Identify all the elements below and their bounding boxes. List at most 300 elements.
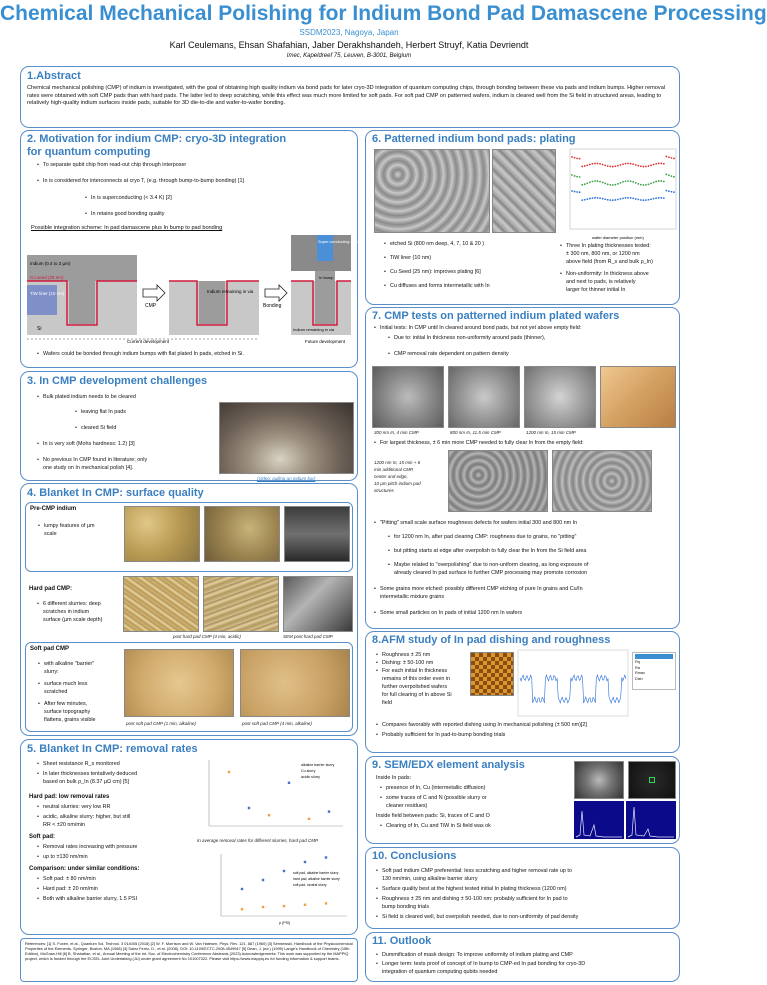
thickness-point <box>632 181 634 183</box>
hard-pad-rr-chart <box>197 756 347 836</box>
abstract-heading: 1.Abstract <box>27 70 81 82</box>
thickness-point <box>612 184 614 186</box>
thickness-point <box>594 163 596 165</box>
blanket-quality-panel <box>20 483 358 736</box>
cmp-1200nm-image <box>524 366 596 428</box>
conference: SSDM2023, Nagoya, Japan <box>299 28 399 37</box>
soft-pad-heading: Soft pad CMP <box>30 646 69 652</box>
thickness-point <box>581 184 583 186</box>
thickness-point <box>653 182 655 184</box>
thickness-point <box>655 181 657 183</box>
thickness-point <box>620 182 622 184</box>
thickness-point <box>597 180 599 182</box>
thickness-point <box>653 198 655 200</box>
legend-entry: hard pad, alkaline barrier slurry <box>293 877 340 881</box>
thickness-point <box>609 166 611 168</box>
pre-cmp-micrograph-1 <box>124 506 200 562</box>
soft-pad-caption-2: post soft pad CMP (4 min, alkaline) <box>242 721 312 726</box>
future-dev-label: Future development <box>305 339 346 344</box>
challenges-bullet-cont: one study on In mechanical polish [4]. <box>43 465 134 471</box>
thickness-point <box>637 183 639 185</box>
thickness-point <box>625 163 627 165</box>
removal-bullet: • acidic, alkaline slurry: higher, but still <box>43 814 130 821</box>
outlook-bullet: • Dummification of mask design: To improve uniformity of indium plating and CMP <box>382 952 573 959</box>
thickness-point <box>627 163 629 165</box>
plating-panel <box>365 130 680 305</box>
outlook-panel <box>365 932 680 982</box>
comparison-bullet: • Hard pad: ± 20 nm/min <box>43 886 98 893</box>
thickness-point <box>586 164 588 166</box>
rr-point <box>288 782 290 784</box>
thickness-point <box>650 198 652 200</box>
abstract-panel <box>20 66 680 128</box>
thickness-point <box>607 183 609 185</box>
motivation-heading-2: for quantum computing <box>27 146 151 158</box>
sem-image-1 <box>574 761 624 799</box>
rr-point <box>262 879 264 881</box>
conclusion-bullet-cont: 130 nm/min, using alkaline barrier slurry <box>382 876 478 882</box>
thickness-point <box>648 183 650 185</box>
plating-heading: 6. Patterned indium bond pads: plating <box>372 133 576 145</box>
rr-point <box>228 771 230 773</box>
bump-label: In bump <box>319 275 334 280</box>
edx-spectrum-chart <box>574 801 676 839</box>
removal-heading: 5. Blanket In CMP: removal rates <box>27 743 198 755</box>
thickness-point <box>643 166 645 168</box>
rr-point <box>241 908 243 910</box>
cmp-bullet: • but pitting starts at edge after overpolish to fully clear the In from the Si field area <box>394 548 586 555</box>
outlook-heading: 11. Outlook <box>372 935 432 947</box>
removal-bullet: • In later thicknesses tentatively deduced <box>43 771 137 778</box>
indium-remaining-label: Indium remaining in via <box>207 289 254 294</box>
cmp-bullet: • "Pitting" small scale surface roughness defects for wafers initial 300 and 800 nm In <box>380 520 577 527</box>
thickness-point <box>617 199 619 201</box>
rr-point <box>283 905 285 907</box>
motivation-panel <box>20 130 358 368</box>
challenges-bullet: • In is very soft (Mohs hardness: 1.2) [3] <box>43 441 135 448</box>
thickness-point <box>673 191 675 193</box>
thickness-point <box>602 198 604 200</box>
indium-remaining-label-2: Indium remaining in via <box>293 327 335 332</box>
thickness-point <box>673 176 675 178</box>
thickness-point <box>574 191 576 193</box>
chart-xlabel: p (PSI) <box>279 921 291 925</box>
comparison-bullet: • Soft pad: ± 80 nm/min <box>43 876 96 883</box>
cmp-bullet: • Maybe related to "overpolishing" due to non-uniform clearing, as long exposure of <box>394 562 588 569</box>
thickness-point <box>673 158 675 160</box>
thickness-point <box>645 184 647 186</box>
motivation-bullet: • In retains good bonding quality <box>91 211 164 218</box>
cmp-bullet: • for 1200 nm In, after pad clearing CMP: roughness due to grains, no "pitting" <box>394 534 576 541</box>
sem-bullet: • Clearing of In, Cu and TiW in Si field was ok <box>386 823 491 830</box>
integration-scheme-label: Possible integration scheme: In pad damascene plus In bump to pad bonding <box>31 225 223 231</box>
hard-pad-bullet-cont: surface (µm scale depth) <box>43 617 103 623</box>
thickness-point <box>586 182 588 184</box>
side-caption: min additional CMP, <box>374 467 414 472</box>
afm-stats-table <box>632 652 676 690</box>
thickness-point <box>579 158 581 160</box>
plating-bullet: • Non-uniformity: In thickness above <box>566 271 649 278</box>
cmp-center-image <box>448 450 548 512</box>
thickness-point <box>653 164 655 166</box>
thickness-point <box>668 156 670 158</box>
side-caption: 1200 nm In, 15 min + 6 <box>374 460 421 465</box>
thickness-point <box>576 157 578 159</box>
soft-pad-box <box>25 642 353 732</box>
cmp-bullet-cont: already cleared In pad surface to further CMP processing may promote corrosion <box>394 570 588 576</box>
plating-bullet: • Three In plating thicknesses tested: <box>566 243 651 250</box>
soft-pad-bullet-cont: surface topography <box>44 709 91 715</box>
bonding-arrow-icon <box>265 285 287 301</box>
motivation-bullet: • In is superconducting (< 3.4 K) [2] <box>91 195 172 202</box>
thickness-point <box>614 165 616 167</box>
cmp-bullet-cont: intermetallic mixture grains <box>380 594 445 600</box>
legend-indium: Indium (0.4 to 3 µm) <box>30 261 71 266</box>
thickness-point <box>671 191 673 193</box>
thickness-point <box>592 181 594 183</box>
thickness-point <box>604 164 606 166</box>
thickness-point <box>632 197 634 199</box>
thickness-point <box>650 183 652 185</box>
cmp-optical-image <box>600 366 676 428</box>
thickness-point <box>640 184 642 186</box>
plating-bullet-cont: and next to pads, is relatively <box>566 279 636 285</box>
soft-pad-bullet-cont: slurry: <box>44 669 59 675</box>
hard-pad-rr-heading: Hard pad: low removal rates <box>29 794 110 800</box>
thickness-point <box>579 176 581 178</box>
conclusion-bullet-cont: bump bonding trials <box>382 904 430 910</box>
sem-bullet-cont: cleaner residues) <box>386 803 428 809</box>
afm-bullet-cont: further overpolished wafers <box>382 684 448 690</box>
legend-entry: alkaline barrier slurry <box>301 763 335 767</box>
outlook-bullet: • Longer term: tests proof of concept of In bump to CMP-ed In pad bonding for cryo-3D <box>382 961 585 968</box>
afm-bullet: • Dishing: ± 50-100 nm <box>382 660 433 667</box>
conclusion-bullet: • Surface quality best at the highest tested initial In plating thickness (1200 nm) <box>382 886 567 893</box>
afm-height-map <box>470 652 514 696</box>
plating-bullet-cont: above field (from R_s and bulk ρ_In) <box>566 259 653 265</box>
thickness-point <box>632 163 634 165</box>
thickness-point <box>663 163 665 165</box>
thickness-point <box>614 199 616 201</box>
legend-si: Si <box>37 326 42 332</box>
sem-text: Inside In pads: <box>376 775 412 781</box>
rr-point <box>304 861 306 863</box>
thickness-point <box>655 197 657 199</box>
sem-text: Inside field between pads: Si, traces of C and O <box>376 813 490 819</box>
thickness-point <box>635 164 637 166</box>
thickness-point <box>571 174 573 176</box>
side-caption: 10 µm pitch indium pad <box>374 481 421 486</box>
thickness-point <box>604 183 606 185</box>
thickness-point <box>660 180 662 182</box>
cmp-caption: 300 nm In, 4 min CMP <box>374 430 419 435</box>
soft-pad-micrograph-1 <box>124 649 234 717</box>
thickness-point <box>592 163 594 165</box>
legend-tiw: TiW liner (10 nm) <box>30 291 65 296</box>
sem-edx-panel <box>365 756 680 844</box>
photo-caption-link[interactable]: (Video: pulling an indium bar) <box>257 476 316 481</box>
afm-bullet: • Roughness ± 25 nm <box>382 652 430 659</box>
hard-pad-micrograph-2 <box>203 576 279 632</box>
cmp-caption: 1200 nm In, 15 min CMP <box>526 430 576 435</box>
conclusion-bullet: • Soft pad indium CMP preferential: less scratching and higher removal rate up to <box>382 868 572 875</box>
thickness-point <box>607 199 609 201</box>
pre-cmp-heading: Pre-CMP indium <box>30 506 77 512</box>
motivation-bullet: • To separate qubit chip from read-out chip through interposer <box>43 162 186 169</box>
thickness-point <box>660 163 662 165</box>
thickness-point <box>665 190 667 192</box>
comparison-bullet: • Both with alkaline barrier slurry, 1.5 PSI <box>43 896 137 903</box>
removal-bullet: • Removal rates increasing with pressure <box>43 844 137 851</box>
challenges-heading: 3. In CMP development challenges <box>27 375 208 387</box>
thickness-point <box>630 163 632 165</box>
pre-cmp-bullet-cont: scale <box>44 531 57 537</box>
integration-scheme-diagram <box>27 235 358 344</box>
afm-bullet-cont: remains of this order even in <box>382 676 451 682</box>
plating-bullet-cont: larger for thinner initial In <box>566 287 626 293</box>
rr-point <box>308 818 310 820</box>
afm-table-row: Rmax <box>635 671 645 676</box>
cmp-bullet: • Some grains more etched: possibly different CMP etching of pure In grains and Cu/In <box>380 586 583 593</box>
thickness-point <box>599 163 601 165</box>
side-caption: center and edge, <box>374 474 408 479</box>
thickness-point <box>627 197 629 199</box>
rr-point <box>262 906 264 908</box>
thickness-point <box>622 163 624 165</box>
cmp-caption: 800 nm In, 11.5 min CMP <box>450 430 501 435</box>
cmp-bullet: • Due to: initial In thickness non-uniformity around pads (thinner), <box>394 335 545 342</box>
thickness-point <box>574 157 576 159</box>
thickness-point <box>617 165 619 167</box>
poster-title: Chemical Mechanical Polishing for Indium Bond Pad Damascene Processing <box>0 2 767 25</box>
cmp-bullet: • Initial tests: In CMP until In cleared around bond pads, but not yet above empty field: <box>380 325 581 332</box>
thickness-profile-chart <box>562 147 678 243</box>
thickness-point <box>599 181 601 183</box>
thickness-point <box>612 166 614 168</box>
sem-heading: 9. SEM/EDX element analysis <box>372 759 525 771</box>
plating-bullet: • Cu Seed (25 nm): improves plating [6] <box>390 269 481 276</box>
rr-point <box>325 856 327 858</box>
outlook-bullet-cont: integration of quantum computing qubits needed <box>382 969 498 975</box>
authors: Karl Ceulemans, Ehsan Shafahian, Jaber Derakhshandeh, Herbert Struyf, Katia Devriendt <box>169 40 529 50</box>
rr-point <box>328 810 330 812</box>
thickness-point <box>668 190 670 192</box>
sem-bullet: • presence of In, Cu (intermetallic diffusion) <box>386 785 485 792</box>
thickness-point <box>584 199 586 201</box>
afm-table-row: Ra <box>635 665 640 670</box>
hard-pad-micrograph-1 <box>123 576 199 632</box>
pre-cmp-bullet: • lumpy features of µm <box>44 523 94 530</box>
thickness-point <box>660 197 662 199</box>
top-chip-label: Super-conducting chip <box>318 239 358 244</box>
thickness-point <box>645 199 647 201</box>
thickness-point <box>617 183 619 185</box>
current-dev-label: Current development <box>127 339 170 344</box>
motivation-bullet: • In is considered for interconnects at cryo T, (e.g. through bump-to-bump bonding) [1] <box>43 178 244 185</box>
thickness-point <box>609 184 611 186</box>
afm-bullet: • For each initial In thickness <box>382 668 447 675</box>
thickness-point <box>637 165 639 167</box>
removal-bullet: • neutral slurries: very low RR <box>43 804 110 811</box>
motivation-bullet: • Wafers could be bonded through indium bumps with flat plated In pads, etched in Si. <box>43 351 244 358</box>
pre-cmp-box <box>25 502 353 572</box>
removal-bullet-cont: based on bulk ρ_In (8.37 µΩ cm) [5] <box>43 779 130 785</box>
thickness-point <box>602 164 604 166</box>
thickness-point <box>571 190 573 192</box>
indium-bar-photo <box>219 402 354 474</box>
thickness-point <box>643 184 645 186</box>
thickness-point <box>597 163 599 165</box>
thickness-point <box>648 199 650 201</box>
soft-pad-bullet-cont: flattens, grains visible <box>44 717 96 723</box>
removal-bullet: • up to ±130 nm/min <box>43 854 88 861</box>
rr-point <box>304 904 306 906</box>
rr-point <box>325 902 327 904</box>
thickness-point <box>599 197 601 199</box>
thickness-point <box>586 198 588 200</box>
plating-bullet: • TiW liner (10 nm) <box>390 255 431 262</box>
rr-chart-caption: In average removal rates for different slurries, hard pad CMP. <box>197 838 319 843</box>
afm-heading: 8.AFM study of In pad dishing and roughness <box>372 634 611 646</box>
challenges-bullet: • cleared Si field <box>81 425 116 432</box>
thickness-point <box>581 199 583 201</box>
conclusions-panel <box>365 847 680 929</box>
thickness-point <box>643 199 645 201</box>
thickness-point <box>594 197 596 199</box>
thickness-point <box>663 181 665 183</box>
afm-bullet: • Probably sufficient for In pad-to-bump bonding trials <box>382 732 505 739</box>
thickness-point <box>635 198 637 200</box>
plating-bullet: • etched Si (800 nm deep, 4, 7, 10 & 20 ) <box>390 241 484 248</box>
thickness-point <box>625 180 627 182</box>
sem-image-2 <box>628 761 676 799</box>
thickness-point <box>665 156 667 158</box>
thickness-point <box>622 181 624 183</box>
blanket-quality-heading: 4. Blanket In CMP: surface quality <box>27 487 204 499</box>
pre-cmp-sem-image <box>284 506 350 562</box>
afm-panel <box>365 631 680 753</box>
soft-pad-rr-chart <box>209 850 349 926</box>
afm-profile-chart <box>518 650 628 716</box>
thickness-point <box>609 199 611 201</box>
conclusion-bullet: • Si field is cleared well, but overpolish needed, due to non-uniformity of pad density <box>382 914 578 921</box>
thickness-point <box>602 182 604 184</box>
thickness-point <box>576 191 578 193</box>
removal-bullet-cont: RR < ±20 nm/min <box>43 822 86 828</box>
thickness-point <box>612 199 614 201</box>
thickness-point <box>589 198 591 200</box>
thickness-point <box>658 180 660 182</box>
comparison-heading: Comparison: under similar conditions: <box>29 866 140 872</box>
chart-xlabel: wafer diameter position (mm) <box>592 235 644 240</box>
thickness-point <box>671 175 673 177</box>
thickness-point <box>650 164 652 166</box>
hard-pad-caption: post hard pad CMP (4 min, acidic) <box>173 634 241 639</box>
hard-pad-heading: Hard pad CMP: <box>29 586 73 592</box>
afm-bullet: • Compares favorably with reported dishing using In mechanical polishing (± 500 nm)[2] <box>382 722 587 729</box>
thickness-point <box>571 156 573 158</box>
hard-pad-sem-caption: SEM post hard pad CMP <box>283 634 333 639</box>
plating-bullet-cont: ± 300 nm, 800 nm, or 1200 nm <box>566 251 640 257</box>
thickness-point <box>625 197 627 199</box>
thickness-point <box>589 164 591 166</box>
thickness-point <box>658 197 660 199</box>
plating-bullet: • Cu diffuses and forms intermetallic with In <box>390 283 490 290</box>
thickness-point <box>620 164 622 166</box>
thickness-point <box>648 165 650 167</box>
thickness-point <box>607 165 609 167</box>
thickness-point <box>604 198 606 200</box>
rr-point <box>268 814 270 816</box>
affiliation: Imec, Kapeldreef 75, Leuven, B-3001, Belgium <box>286 53 412 59</box>
soft-pad-bullet-cont: scratched <box>44 689 68 695</box>
legend-entry: soft pad, alkaline barrier slurry <box>293 871 339 875</box>
thickness-point <box>584 183 586 185</box>
thickness-point <box>637 199 639 201</box>
hard-pad-sem-image <box>283 576 353 632</box>
thickness-point <box>627 180 629 182</box>
thickness-point <box>574 175 576 177</box>
challenges-panel <box>20 371 358 481</box>
thickness-point <box>635 182 637 184</box>
afm-table-row: Dish <box>635 677 643 682</box>
side-caption: structures <box>374 488 394 493</box>
removal-bullet: • Sheet resistance R_s monitored <box>43 761 120 768</box>
motivation-heading: 2. Motivation for indium CMP: cryo-3D integration <box>27 133 287 145</box>
thickness-point <box>668 174 670 176</box>
bonding-label: Bonding <box>263 303 282 309</box>
conclusion-bullet: • Roughness ± 25 nm and dishing ± 50-100 nm: probably sufficient for In pad to <box>382 896 568 903</box>
thickness-point <box>579 191 581 193</box>
cmp-patterned-panel <box>365 307 680 629</box>
cmp-edge-image <box>552 450 652 512</box>
rr-point <box>283 870 285 872</box>
legend-entry: Cu slurry <box>301 769 316 773</box>
cmp-label: CMP <box>145 303 157 309</box>
process-arrow-icon <box>143 285 165 301</box>
cmp-bullet: • CMP removal rate dependent on pattern density <box>394 351 509 358</box>
thickness-point <box>630 180 632 182</box>
soft-pad-bullet: • with alkaline "barrier" <box>44 661 94 668</box>
afm-bullet-cont: for full clearing of In above Si <box>382 692 452 698</box>
rr-point <box>248 807 250 809</box>
soft-pad-bullet: • After few minutes, <box>44 701 87 708</box>
hard-pad-bullet-cont: scratches in indium <box>43 609 90 615</box>
challenges-bullet: • leaving flat In pads <box>81 409 126 416</box>
thickness-point <box>663 197 665 199</box>
afm-table-row: Rq <box>635 660 640 664</box>
rr-point <box>241 888 243 890</box>
thickness-point <box>655 163 657 165</box>
thickness-point <box>589 181 591 183</box>
soft-pad-rr-heading: Soft pad: <box>29 834 55 840</box>
removal-rates-panel <box>20 739 358 935</box>
thickness-point <box>576 176 578 178</box>
conclusions-heading: 10. Conclusions <box>372 850 457 862</box>
thickness-point <box>594 180 596 182</box>
thickness-point <box>614 184 616 186</box>
thickness-point <box>622 197 624 199</box>
thickness-point <box>640 199 642 201</box>
cmp-300nm-image <box>372 366 444 428</box>
thickness-point <box>658 163 660 165</box>
thickness-point <box>630 197 632 199</box>
legend-cu: Cu seed (25 nm) <box>30 275 64 280</box>
cmp-patterned-heading: 7. CMP tests on patterned indium plated wafers <box>372 310 620 322</box>
pre-cmp-micrograph-2 <box>204 506 280 562</box>
references: References: [1] S. Foxen, et al., Quantum Sci. Technol. 3 014005 (2018) [2] W. F. Morrison and W. Van Hatesen, Phys. Rev. 121, 887 (1960) [3] Serniewski, Handbook of the Physicochemical Properties of the Elements, Springer, Boston, MA (1968) [4] Sainz Ferriz, D., et al. (2008), DOI: 10.1109/ECTC.2008.4549947 [5] Dean, J. (ed.) (1999) Lange's Handbook of Chemistry (15th Edition), McGraw-Hill [6] B. Shahafian, et al., Annual Meeting of the Int. Soc. of Electrochemistry Conference Abstracts (2023) Acknowledgements: This work was supported by the MAPPIQ project, which is funded through the ECSEL Joint Undertaking (JU) under grant agreement No 101007322. Please visit https://www.mappiq.eu for funding information & support teams. <box>20 938 358 982</box>
thickness-point <box>620 198 622 200</box>
